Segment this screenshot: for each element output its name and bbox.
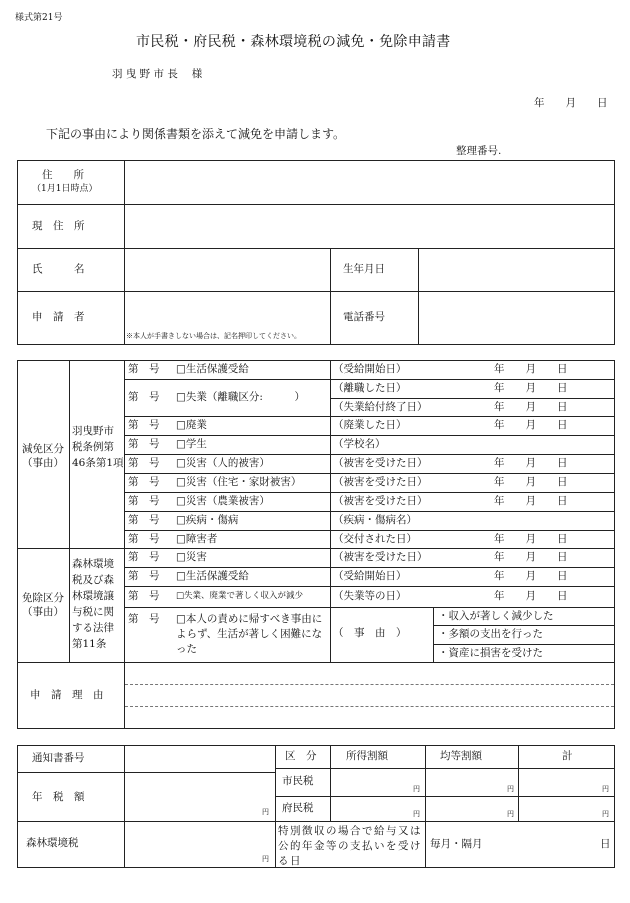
checkbox-unemployment[interactable]: □失業（離職区分: ） — [176, 391, 305, 403]
checkbox-exempt-disaster[interactable]: □災害 — [176, 551, 207, 563]
phone-label: 電話番号 — [343, 311, 385, 323]
row-number-label: 第 号 — [128, 570, 160, 582]
event-label: （廃業した日） — [333, 419, 407, 431]
reduction-category-label: 減免区分（事由） — [22, 443, 64, 469]
yen-unit: 円 — [602, 810, 609, 818]
yen-unit: 円 — [507, 810, 514, 818]
row-number-label: 第 号 — [128, 363, 160, 375]
event-label: （被害を受けた日） — [333, 551, 428, 563]
column-category: 区 分 — [285, 750, 317, 762]
reference-number-label: 整理番号. — [456, 145, 502, 157]
checkbox-disaster-personal[interactable]: □災害（人的被害） — [176, 457, 270, 469]
yen-unit: 円 — [507, 785, 514, 793]
row-number-label: 第 号 — [128, 590, 160, 602]
row-number-label: 第 号 — [128, 419, 160, 431]
reason-option-income[interactable]: ・収入が著しく減少した — [438, 610, 554, 622]
forest-tax-label: 森林環境税 — [26, 837, 79, 849]
applicant-field[interactable] — [126, 293, 328, 329]
date-field[interactable]: 年 月 日 — [494, 419, 568, 431]
addressee: 羽 曳 野 市 長 様 — [112, 68, 203, 80]
birthdate-field[interactable] — [420, 250, 612, 289]
event-label: （疾病・傷病名） — [333, 514, 417, 526]
reason-option-expense[interactable]: ・多額の支出を行った — [438, 628, 543, 640]
current-address-field[interactable] — [126, 206, 612, 246]
event-label: （受給開始日） — [333, 363, 407, 375]
checkbox-disaster-housing[interactable]: □災害（住宅・家財被害） — [176, 476, 302, 488]
current-address-label: 現 住 所 — [32, 220, 85, 232]
row-number-label: 第 号 — [128, 533, 160, 545]
exemption-legal-basis: 森林環境税及び森林環境譲与税に関する法律第11条 — [72, 558, 114, 650]
yen-unit: 円 — [413, 810, 420, 818]
intro-text: 下記の事由により関係書類を添えて減免を申請します。 — [46, 127, 346, 141]
checkbox-illness[interactable]: □疾病・傷病 — [176, 514, 239, 526]
form-number: 様式第21号 — [15, 13, 63, 23]
checkbox-exempt-welfare[interactable]: □生活保護受給 — [176, 570, 249, 582]
checkbox-exempt-income-loss[interactable]: □失業、廃業で著しく収入が減少 — [176, 591, 304, 601]
event-label: （被害を受けた日） — [333, 495, 428, 507]
name-field[interactable] — [126, 250, 328, 289]
yen-unit: 円 — [413, 785, 420, 793]
checkbox-exempt-hardship[interactable]: □本人の責めに帰すべき事由によらず、生活が著しく困難になった — [176, 613, 323, 655]
date-field[interactable]: 年 月 日 — [494, 382, 568, 394]
exemption-category-label: 免除区分（事由） — [22, 592, 64, 618]
date-field[interactable]: 年 月 日 — [494, 570, 568, 582]
column-per-capita-levy: 均等割額 — [440, 750, 482, 762]
date-field[interactable]: 年 月 日 — [494, 457, 568, 469]
payment-day-label: 日 — [600, 838, 611, 850]
annual-tax-label: 年 税 額 — [32, 791, 85, 803]
notice-number-label: 通知書番号 — [32, 752, 85, 764]
event-label: （学校名） — [333, 438, 386, 450]
date-field[interactable]: 年 月 日 — [494, 401, 568, 413]
event-label: （失業等の日） — [333, 590, 407, 602]
address-label: 住 所 — [42, 169, 84, 181]
yen-unit: 円 — [262, 855, 269, 863]
event-label: （離職した日） — [333, 382, 407, 394]
checkbox-welfare[interactable]: □生活保護受給 — [176, 363, 249, 375]
address-date-note: （1月1日時点） — [32, 184, 98, 194]
checkbox-student[interactable]: □学生 — [176, 438, 207, 450]
birthdate-label: 生年月日 — [343, 263, 385, 275]
checkbox-disabled[interactable]: □障害者 — [176, 533, 218, 545]
date-field[interactable]: 年 月 日 — [494, 363, 568, 375]
row-number-label: 第 号 — [128, 391, 160, 403]
phone-field[interactable] — [420, 293, 612, 343]
date-field[interactable]: 年 月 日 — [494, 533, 568, 545]
applicant-label: 申 請 者 — [32, 311, 85, 323]
row-number-label: 第 号 — [128, 457, 160, 469]
date-field[interactable]: 年 月 日 — [494, 590, 568, 602]
yen-unit: 円 — [602, 785, 609, 793]
reduction-legal-basis: 羽曳野市税条例第46条第1項 — [72, 425, 124, 469]
event-label: （被害を受けた日） — [333, 457, 428, 469]
checkbox-business-closure[interactable]: □廃業 — [176, 419, 207, 431]
column-income-levy: 所得割額 — [346, 750, 388, 762]
row-number-label: 第 号 — [128, 514, 160, 526]
event-label: （失業給付終了日） — [333, 401, 428, 413]
reason-option-asset-damage[interactable]: ・資産に損害を受けた — [438, 647, 543, 659]
yen-unit: 円 — [262, 808, 269, 816]
event-label: （交付された日） — [333, 533, 417, 545]
seal-note: ※本人が手書きしない場合は、記名押印してください。 — [126, 332, 301, 340]
event-label: （被害を受けた日） — [333, 476, 428, 488]
date-field[interactable]: 年 月 日 — [494, 551, 568, 563]
reason-label: 申 請 理 由 — [30, 689, 104, 701]
reason-field[interactable] — [126, 664, 613, 727]
row-number-label: 第 号 — [128, 551, 160, 563]
row-number-label: 第 号 — [128, 495, 160, 507]
page-title: 市民税・府民税・森林環境税の減免・免除申請書 — [136, 34, 451, 50]
event-label: （ 事 由 ） — [333, 627, 407, 639]
row-number-label: 第 号 — [128, 613, 160, 625]
checkbox-disaster-agriculture[interactable]: □災害（農業被害） — [176, 495, 270, 507]
row-prefecture-tax: 府民税 — [282, 802, 314, 814]
row-city-tax: 市民税 — [282, 775, 314, 787]
notice-number-field[interactable] — [126, 747, 273, 770]
row-number-label: 第 号 — [128, 438, 160, 450]
column-total: 計 — [562, 750, 573, 762]
address-field[interactable] — [126, 162, 612, 202]
application-date[interactable]: 年 月 日 — [534, 97, 608, 109]
row-number-label: 第 号 — [128, 476, 160, 488]
date-field[interactable]: 年 月 日 — [494, 495, 568, 507]
date-field[interactable]: 年 月 日 — [494, 476, 568, 488]
payment-cycle-option[interactable]: 毎月・隔月 — [430, 838, 483, 850]
special-collection-note: 特別徴収の場合で給与又は公的年金等の支払いを受ける日 — [278, 825, 422, 867]
event-label: （受給開始日） — [333, 570, 407, 582]
name-label: 氏 名 — [32, 263, 85, 275]
